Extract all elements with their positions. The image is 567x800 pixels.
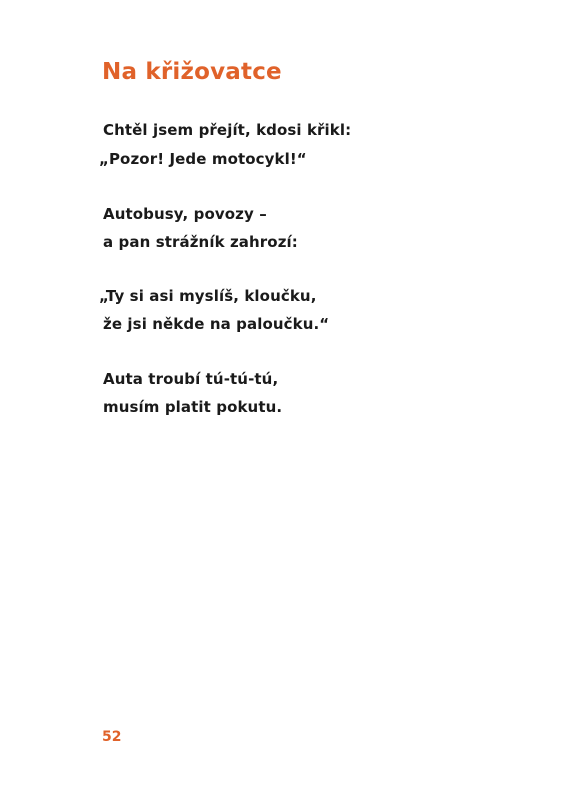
poem-line: Auta troubí tú-tú-tú,: [103, 370, 279, 388]
poem-line: Autobusy, povozy –: [103, 205, 267, 223]
poem-line: Chtěl jsem přejít, kdosi křikl:: [103, 121, 352, 139]
poem-title: Na křižovatce: [102, 59, 282, 85]
poem-line: musím platit pokutu.: [103, 398, 283, 416]
poem-line: a pan strážník zahrozí:: [103, 233, 298, 251]
page-number: 52: [102, 729, 122, 745]
poem-line: „Ty si asi myslíš, kloučku,: [99, 287, 317, 305]
poem-line: že jsi někde na paloučku.“: [103, 315, 330, 333]
poem-line: „Pozor! Jede motocykl!“: [99, 150, 307, 168]
